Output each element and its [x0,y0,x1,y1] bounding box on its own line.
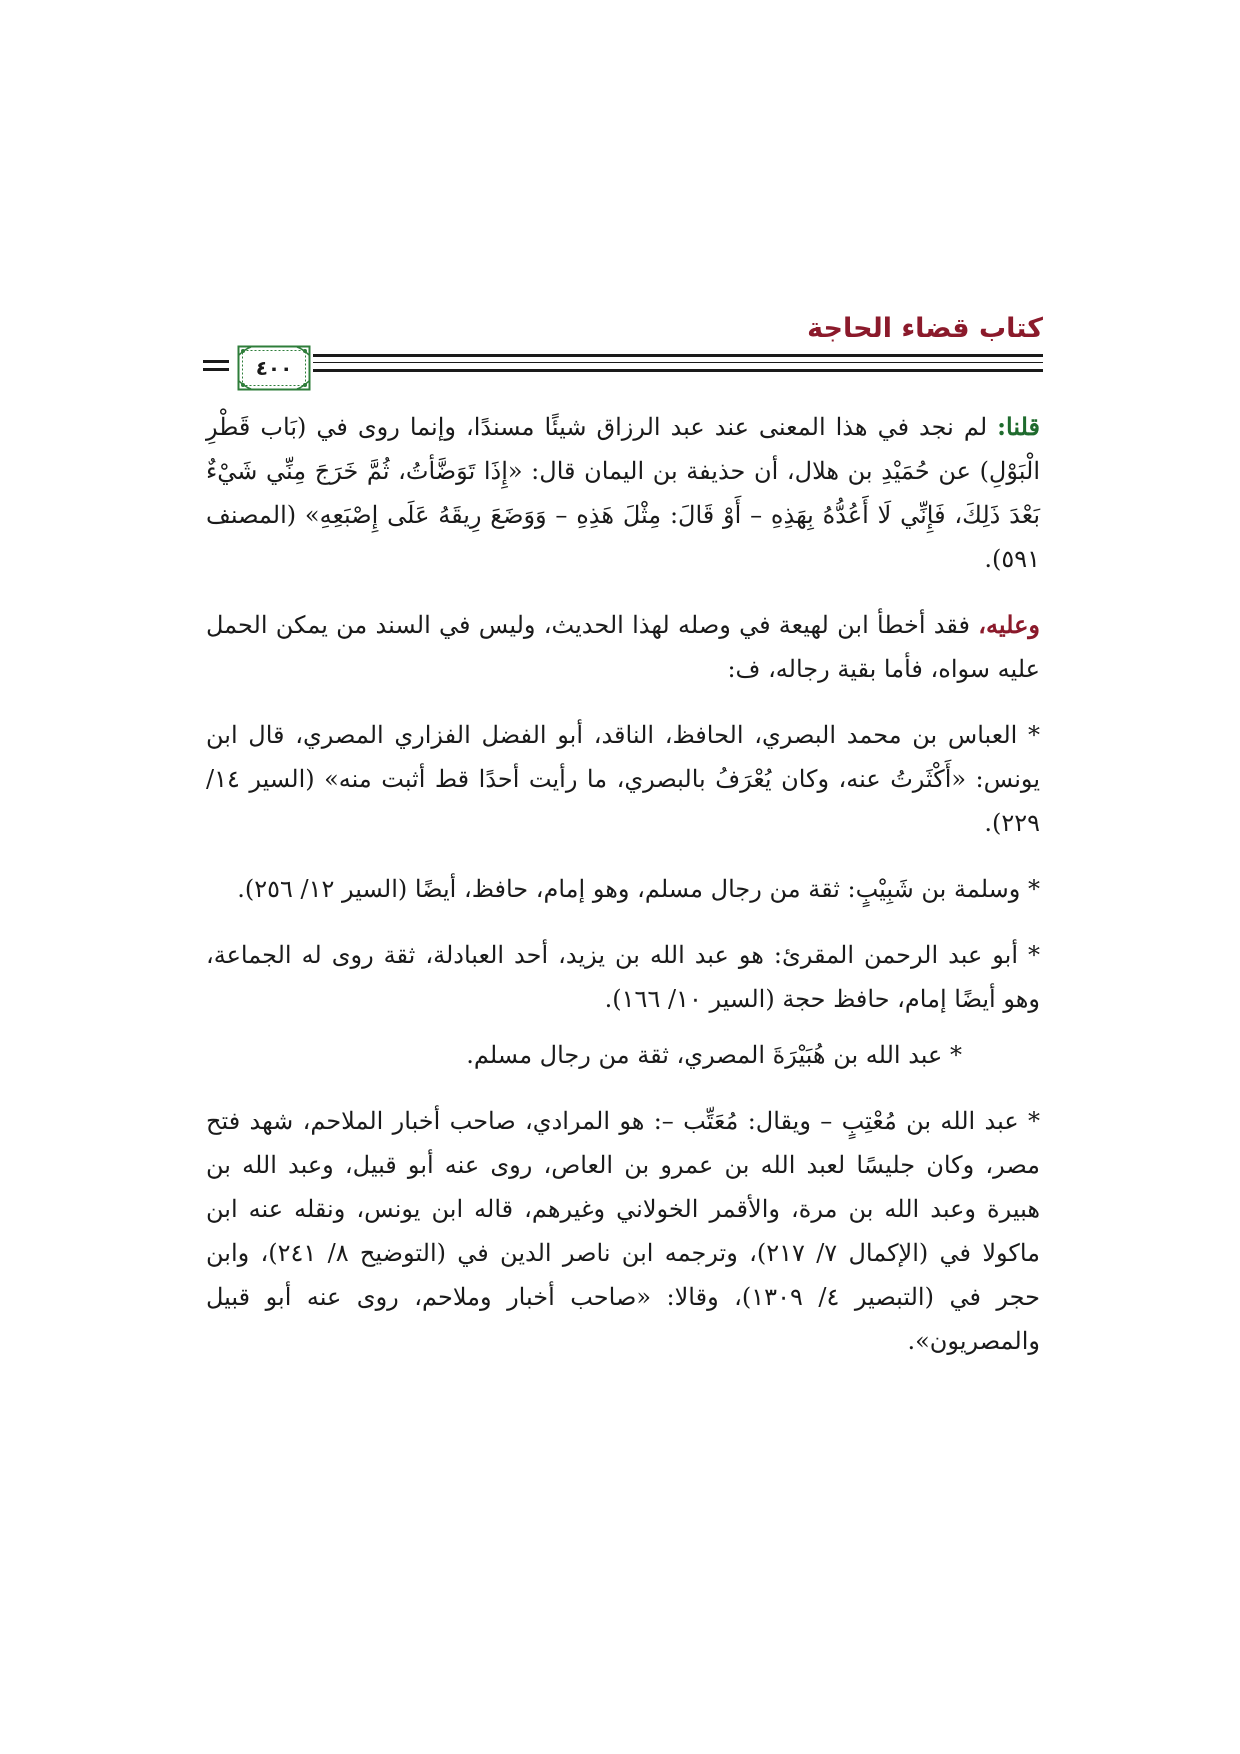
paragraph-narrator-hubayra [206,1033,1040,1077]
paragraph-text: لم نجد في هذا المعنى عند عبد الرزاق شيئًا مسندًا، وإنما روى في (بَاب قَطْرِ الْبَوْلِ) عن حُمَيْدِ بن هلال، أن حذيفة بن اليمان قال: «إِذَا تَوَضَّأتُ، ثُمَّ خَرَجَ مِنِّي شَيْءٌ بَعْدَ ذَلِكَ، فَإِنِّي لَا أَعُدُّهُ بِهَذِهِ – أَوْ قَالَ: مِثْلَ هَذِهِ – وَوَضَعَ رِيقَهُ عَلَى إِصْبَعِهِ» (المصنف ٥٩١). [206,413,1040,573]
paragraph-lead: وعليه، [978,610,1040,639]
paragraph-narrator-muqri [206,933,1040,1021]
header-rule-thin [313,362,1043,363]
page-header [203,312,1043,392]
page-body [206,405,1040,1385]
paragraph-text: * عبد الله بن هُبَيْرَةَ المصري، ثقة من رجال مسلم. [466,1041,962,1069]
paragraph-text: * أبو عبد الرحمن المقرئ: هو عبد الله بن يزيد، أحد العبادلة، ثقة روى له الجماعة، وهو أيضًا إمام، حافظ حجة (السير ١٠/ ١٦٦). [206,941,1040,1013]
header-rule-thick [313,354,1043,357]
page-number: ٤٠٠ [255,356,293,380]
paragraph-text: * العباس بن محمد البصري، الحافظ، الناقد، أبو الفضل الفزاري المصري، قال ابن يونس: «أَكْثَرتُ عنه، وكان يُعْرَفُ بالبصري، ما رأيت أحدًا قط أثبت منه» (السير ١٤/ ٢٢٩). [206,721,1040,837]
paragraph-narrator-mutib [206,1099,1040,1363]
book-title: كتاب قضاء الحاجة [807,313,1043,344]
paragraph-narrator-abbas [206,713,1040,845]
paragraph-text: فقد أخطأ ابن لهيعة في وصله لهذا الحديث، وليس في السند من يمكن الحمل عليه سواه، فأما بقية رجاله، ف: [206,611,1040,683]
header-rule-left-lower [203,368,229,371]
paragraph-narrator-salama [206,867,1040,911]
header-rule-bottom [313,369,1043,372]
paragraph-text: * وسلمة بن شَبِيْبٍ: ثقة من رجال مسلم، وهو إمام، حافظ، أيضًا (السير ١٢/ ٢٥٦). [237,875,1040,903]
paragraph-1 [206,405,1040,581]
paragraph-2 [206,603,1040,691]
paragraph-text: * عبد الله بن مُعْتِبٍ – ويقال: مُعَتِّب –: هو المرادي، صاحب أخبار الملاحم، شهد فتح مصر، وكان جليسًا لعبد الله بن عمرو بن العاص، روى عنه أبو قبيل، وعبد الله بن هبيرة وعبد الله بن مرة، والأقمر الخولاني وغيرهم، قاله ابن يونس، ونقله عنه ابن ماكولا في (الإكمال ٧/ ٢١٧)، وترجمه ابن ناصر الدين في (التوضيح ٨/ ٢٤١)، وابن حجر في (التبصير ٤/ ١٣٠٩)، وقالا: «صاحب أخبار وملاحم، روى عنه أبو قبيل والمصريون». [206,1107,1040,1355]
paragraph-lead: قلنا: [997,412,1040,441]
header-rule-left [203,360,229,363]
page-number-badge [237,345,311,391]
